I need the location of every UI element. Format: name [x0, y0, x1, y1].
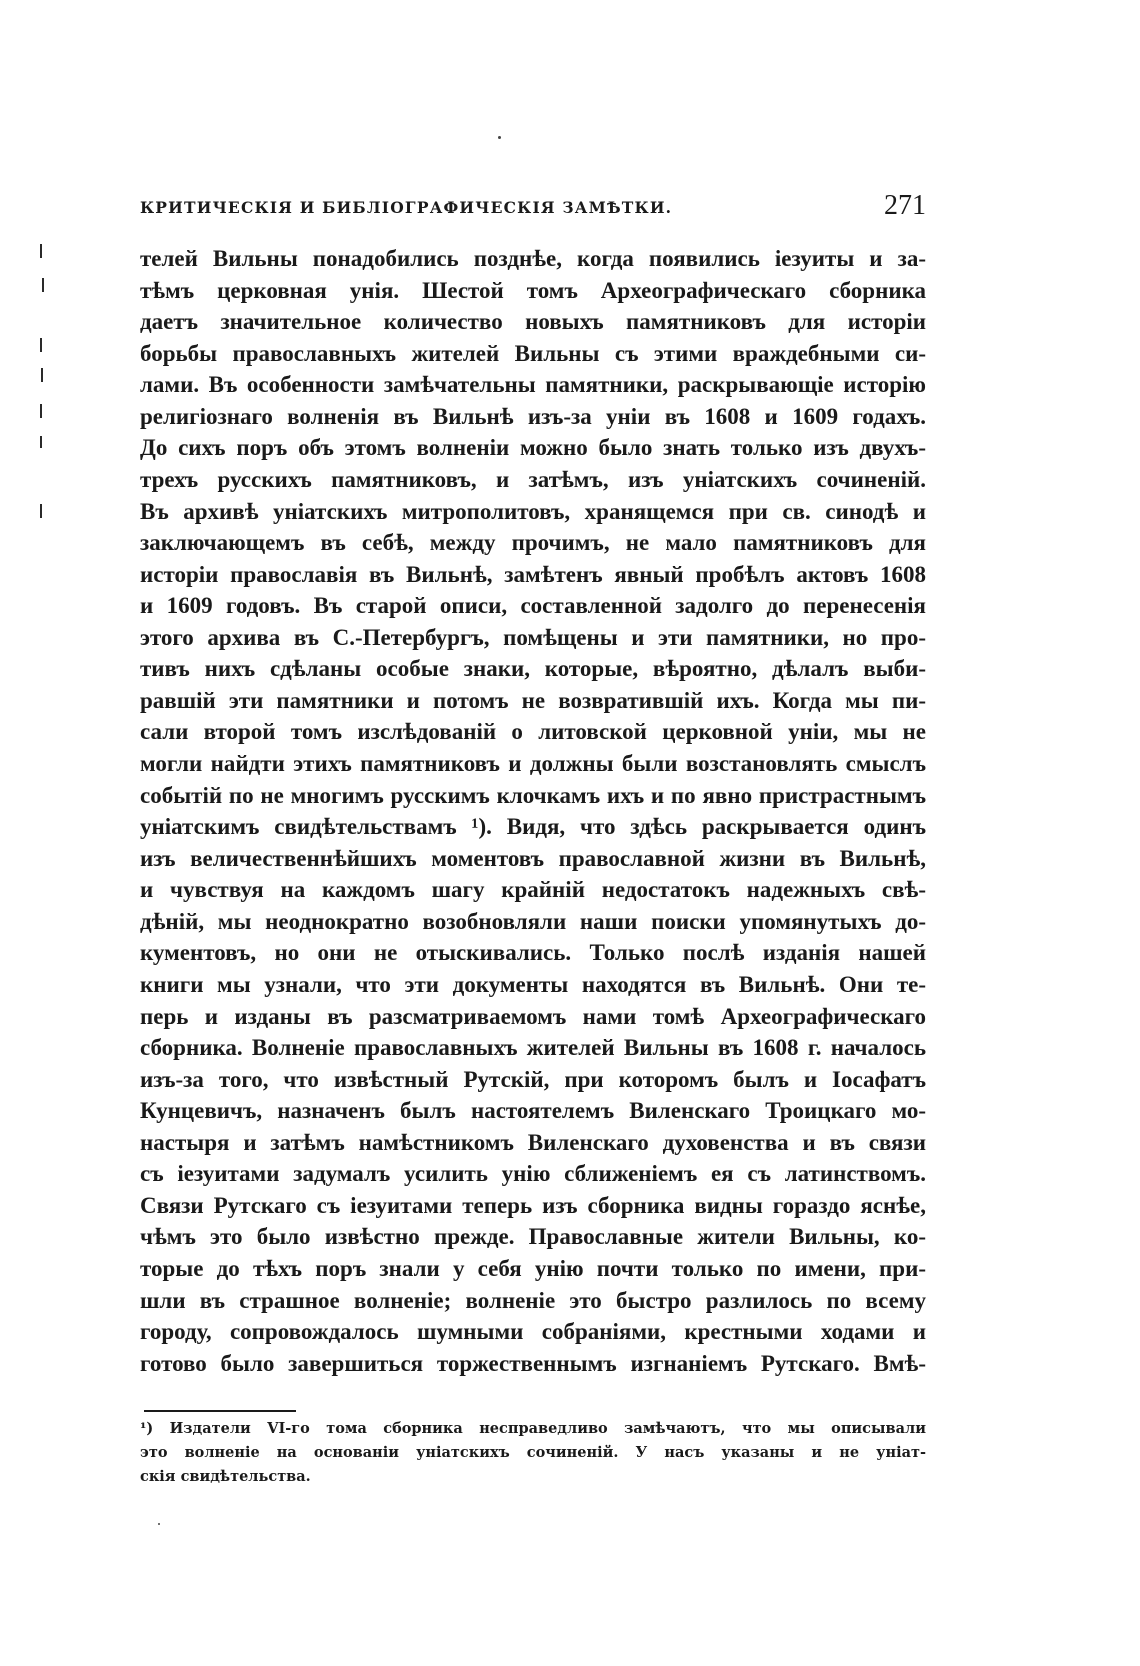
text-line: заключающемъ въ себѣ, между прочимъ, не мало памятниковъ для	[140, 530, 926, 556]
margin-mark	[41, 368, 43, 382]
footnote-rule	[144, 1410, 296, 1412]
text-line: этого архива въ С.-Петербургъ, помѣщены и эти памятники, но про-	[140, 624, 926, 650]
text-line: борьбы православныхъ жителей Вильны съ этими враждебными си-	[140, 340, 926, 366]
footnote-line: скія свидѣтельства.	[140, 1468, 311, 1485]
text-line: трехъ русскихъ памятниковъ, и затѣмъ, изъ уніатскихъ сочиненій.	[140, 466, 926, 492]
footnote	[140, 1417, 926, 1489]
text-line: телей Вильны понадобились позднѣе, когда появились іезуиты и за-	[140, 246, 926, 271]
text-line: Кунцевичъ, назначенъ былъ настоятелемъ Виленскаго Троицкаго мо-	[140, 1098, 926, 1124]
margin-mark	[42, 278, 44, 292]
text-line: религіознаго волненія въ Вильнѣ изъ-за уніи въ 1608 и 1609 годахъ.	[140, 403, 926, 429]
page-number: 271	[884, 190, 926, 221]
footnote-line: ¹) Издатели VI-го тома сборника несправедливо замѣчаютъ, что мы описывали	[140, 1420, 926, 1437]
margin-mark	[40, 244, 42, 258]
text-line: могли найдти этихъ памятниковъ и должны были возстановлять смыслъ	[140, 751, 926, 776]
text-line: тивъ нихъ сдѣланы особые знаки, которые, вѣроятно, дѣлалъ выби-	[140, 656, 926, 682]
text-line: лами. Въ особенности замѣчательны памятники, раскрывающіе исторію	[140, 372, 926, 398]
text-line: книги мы узнали, что эти документы находятся въ Вильнѣ. Они те-	[140, 971, 926, 997]
text-line: сборника. Волненіе православныхъ жителей Вильны въ 1608 г. началось	[140, 1035, 926, 1061]
text-line: Связи Рутскаго съ іезуитами теперь изъ сборника видны гораздо яснѣе,	[140, 1192, 926, 1218]
text-line: чѣмъ это было извѣстно прежде. Православные жители Вильны, ко-	[140, 1224, 926, 1250]
text-line: изъ-за того, что извѣстный Рутскій, при которомъ былъ и Іосафатъ	[140, 1066, 926, 1092]
text-line: съ іезуитами задумалъ усилить унію сближеніемъ ея съ латинствомъ.	[140, 1161, 926, 1187]
text-line: кументовъ, но они не отыскивались. Только послѣ изданія нашей	[140, 940, 926, 966]
running-title: КРИТИЧЕСКІЯ И БИБЛІОГРАФИЧЕСКІЯ ЗАМѢТКИ.	[140, 198, 673, 217]
scan-speck	[158, 1523, 160, 1525]
text-line: До сихъ поръ объ этомъ волненіи можно было знать только изъ двухъ-	[140, 435, 926, 461]
body-text	[140, 243, 926, 1379]
text-line: городу, сопровождалось шумными собраніями, крестными ходами и	[140, 1319, 926, 1345]
margin-mark	[40, 404, 42, 418]
text-line: даетъ значительное количество новыхъ памятниковъ для исторіи	[140, 309, 926, 335]
margin-mark	[40, 436, 42, 448]
text-line: равшій эти памятники и потомъ не возвратившій ихъ. Когда мы пи-	[140, 687, 926, 713]
text-line: Въ архивѣ уніатскихъ митрополитовъ, хранящемся при св. синодѣ и	[140, 498, 926, 524]
text-line: изъ величественнѣйшихъ моментовъ православной жизни въ Вильнѣ,	[140, 845, 926, 871]
text-line: настыря и затѣмъ намѣстникомъ Виленскаго духовенства и въ связи	[140, 1129, 926, 1155]
text-line: шли въ страшное волненіе; волненіе это быстро разлилось по всему	[140, 1287, 926, 1313]
text-line: уніатскимъ свидѣтельствамъ ¹). Видя, что здѣсь раскрывается одинъ	[140, 814, 926, 840]
text-line: перь и изданы въ разсматриваемомъ нами томѣ Археографическаго	[140, 1003, 926, 1029]
text-line: дѣній, мы неоднократно возобновляли наши поиски упомянутыхъ до-	[140, 908, 926, 934]
text-line: готово было завершиться торжественнымъ изгнаніемъ Рутскаго. Вмѣ-	[140, 1350, 926, 1376]
margin-mark	[40, 338, 42, 352]
text-line: и 1609 годовъ. Въ старой описи, составленной задолго до перенесенія	[140, 593, 926, 619]
running-head	[140, 190, 926, 230]
text-line: исторіи православія въ Вильнѣ, замѣтенъ явный пробѣлъ актовъ 1608	[140, 561, 926, 587]
margin-mark	[40, 504, 42, 518]
text-line: тѣмъ церковная унія. Шестой томъ Археографическаго сборника	[140, 277, 926, 303]
scan-speck	[498, 136, 501, 139]
text-line: торые до тѣхъ поръ знали у себя унію почти только по имени, при-	[140, 1256, 926, 1281]
text-line: и чувствуя на каждомъ шагу крайній недостатокъ надежныхъ свѣ-	[140, 877, 926, 903]
text-line: событій по не многимъ русскимъ клочкамъ ихъ и по явно пристрастнымъ	[140, 782, 926, 808]
text-line: сали второй томъ изслѣдованій о литовской церковной уніи, мы не	[140, 719, 926, 745]
footnote-line: это волненіе на основаніи уніатскихъ сочиненій. У насъ указаны и не уніат-	[140, 1444, 926, 1461]
